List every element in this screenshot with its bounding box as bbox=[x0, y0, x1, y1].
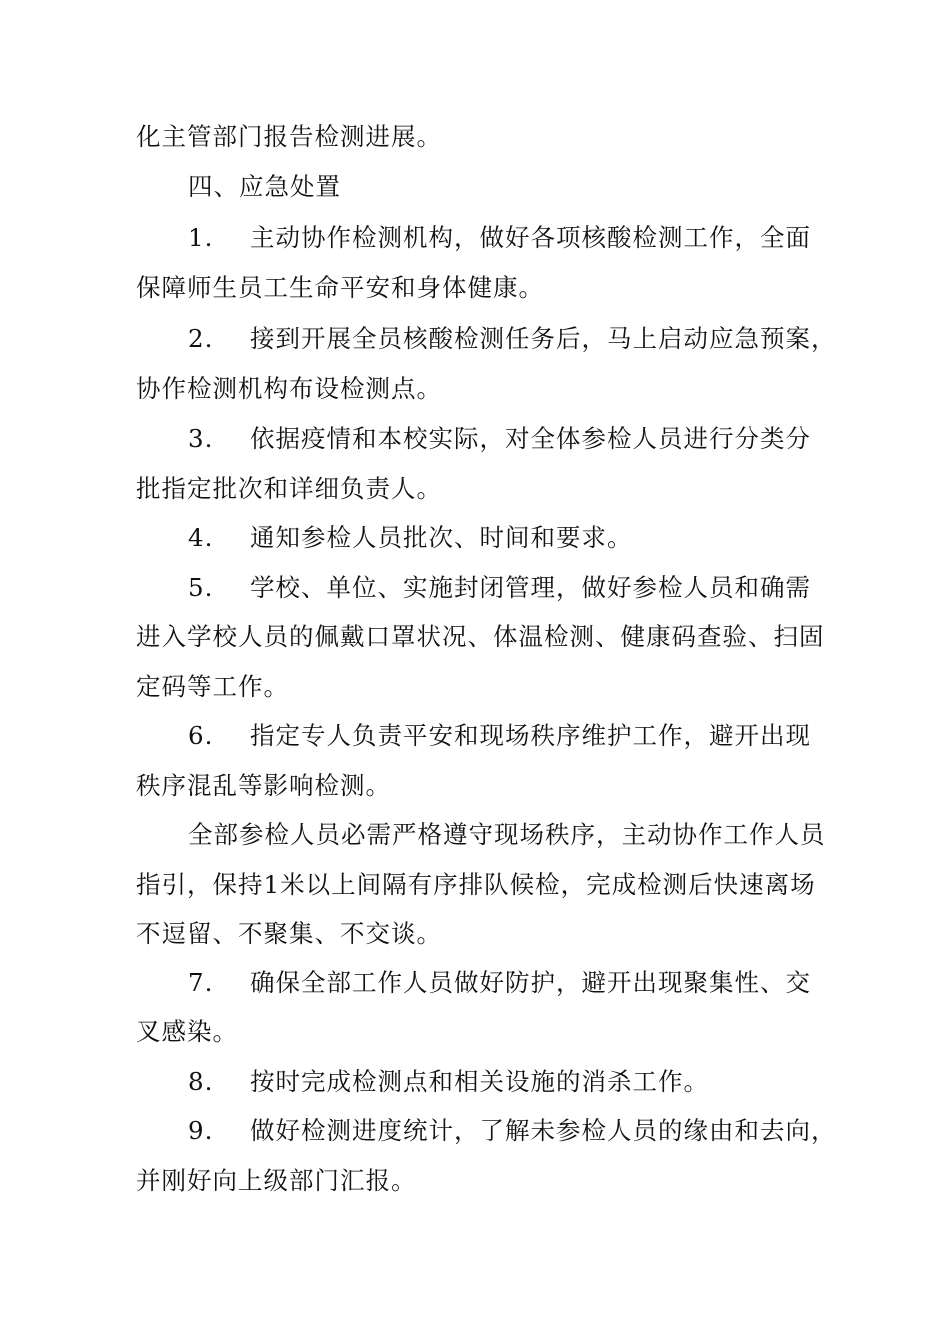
section-heading bbox=[188, 167, 341, 207]
text-line bbox=[136, 1161, 417, 1201]
line-text: 确保全部工作人员做好防护，避开出现聚集性、交 bbox=[250, 968, 811, 997]
line-text: 进入学校人员的佩戴口罩状况、体温检测、健康码查验、扫固 bbox=[136, 622, 825, 651]
line-text: 保障师生员工生命平安和身体健康。 bbox=[136, 273, 544, 302]
line-text: 秩序混乱等影响检测。 bbox=[136, 771, 391, 800]
text-line bbox=[136, 766, 391, 806]
line-text: 接到开展全员核酸检测任务后，马上启动应急预案， bbox=[250, 324, 837, 353]
line-text: 化主管部门报告检测进展。 bbox=[136, 122, 442, 151]
line-text: 协作检测机构布设检测点。 bbox=[136, 374, 442, 403]
list-item-6 bbox=[188, 716, 811, 756]
item-number: 4. bbox=[188, 523, 214, 552]
item-number: 8. bbox=[188, 1067, 214, 1096]
list-item-5 bbox=[188, 568, 811, 608]
line-text: 定码等工作。 bbox=[136, 672, 289, 701]
list-item-9 bbox=[188, 1111, 837, 1151]
line-text: 主动协作检测机构，做好各项核酸检测工作，全面 bbox=[250, 223, 811, 252]
text-line bbox=[136, 865, 816, 905]
line-text: 依据疫情和本校实际，对全体参检人员进行分类分 bbox=[250, 424, 811, 453]
line-text: 不逗留、不聚集、不交谈。 bbox=[136, 919, 442, 948]
line-text: 全部参检人员必需严格遵守现场秩序，主动协作工作人员 bbox=[188, 820, 826, 849]
item-number: 9. bbox=[188, 1116, 214, 1145]
text-line bbox=[136, 268, 544, 308]
list-item-8 bbox=[188, 1062, 709, 1102]
item-number: 6. bbox=[188, 721, 214, 750]
list-item-2 bbox=[188, 319, 837, 359]
item-number: 2. bbox=[188, 324, 214, 353]
item-number: 1. bbox=[188, 223, 214, 252]
text-line bbox=[136, 667, 289, 707]
text-line bbox=[136, 1012, 238, 1052]
line-text: 批指定批次和详细负责人。 bbox=[136, 474, 442, 503]
item-number: 3. bbox=[188, 424, 214, 453]
item-number: 5. bbox=[188, 573, 214, 602]
list-item-3 bbox=[188, 419, 811, 459]
line-text: 叉感染。 bbox=[136, 1017, 238, 1046]
text-line bbox=[136, 369, 442, 409]
paragraph-line bbox=[188, 815, 826, 855]
list-item-7 bbox=[188, 963, 811, 1003]
text-line bbox=[136, 117, 442, 157]
line-text: 学校、单位、实施封闭管理，做好参检人员和确需 bbox=[250, 573, 811, 602]
list-item-1 bbox=[188, 218, 811, 258]
text-line bbox=[136, 617, 825, 657]
list-item-4 bbox=[188, 518, 633, 558]
item-number: 7. bbox=[188, 968, 214, 997]
line-text: 按时完成检测点和相关设施的消杀工作。 bbox=[250, 1067, 709, 1096]
line-text: 指引，保持1米以上间隔有序排队候检，完成检测后快速离场 bbox=[136, 870, 816, 899]
line-text: 并刚好向上级部门汇报。 bbox=[136, 1166, 417, 1195]
text-line bbox=[136, 914, 442, 954]
text-line bbox=[136, 469, 442, 509]
line-text: 通知参检人员批次、时间和要求。 bbox=[250, 523, 633, 552]
line-text: 指定专人负责平安和现场秩序维护工作，避开出现 bbox=[250, 721, 811, 750]
line-text: 四、应急处置 bbox=[188, 172, 341, 201]
line-text: 做好检测进度统计，了解未参检人员的缘由和去向， bbox=[250, 1116, 837, 1145]
